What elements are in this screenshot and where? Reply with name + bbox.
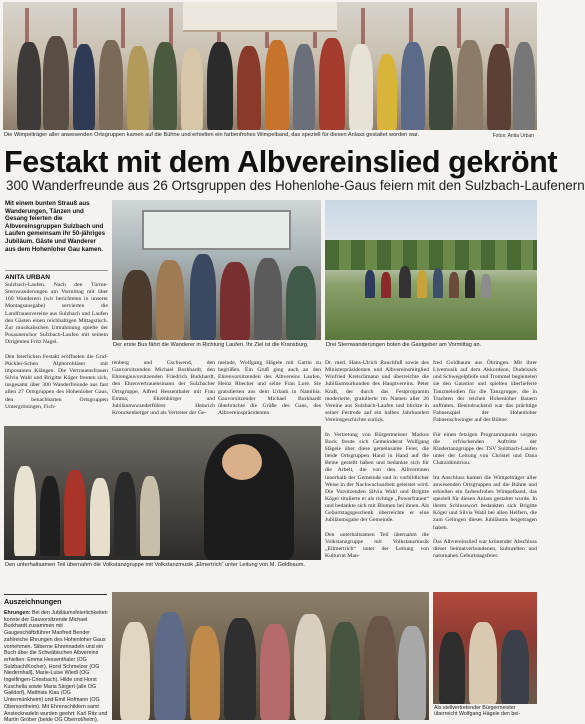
hikers-photo-caption: Drei Sternwanderungen boten die Gastgeber am Vormittag an. (326, 342, 482, 348)
top-photo-caption: Die Wimpelträger aller anwesenden Ortsgruppen kamen auf die Bühne und erhielten ein farbenfrohes Wimpelband, das speziell für diesen Anlass gestaltet worden war. (4, 132, 420, 138)
mayor-photo (433, 592, 537, 704)
bus-window (142, 210, 291, 250)
bus-photo (112, 200, 321, 340)
article-subheadline: 300 Wanderfreunde aus 26 Ortsgruppen des Hohenlohe-Gaus feiern mit den Sulzbach-Laufenern (6, 178, 585, 193)
honors-body: Bei den Jubiläumsfeierlichkeiten konnte der Gauvorsitzende Michael Burkhardt zusammen mit Gaugeschäftsführer Manfred Bender zahlreiche Ehrungen des Hohenloher Gaus vornehmen. Silberne Ehrennadeln und ein Buch über die Schwäbischen Albvereins erhielten: Emma Hessenthaler (OG Sulzbach/Kocher), Horst Schmelzer (OG Niedernhall), Marie-Luise Wiedl (OG Ingelfingen-Criesbach), Hilde und Horst Kuschella sowie Maria Siegert (alle OG Gaildorf), Matthias Klau (OG Untermünkheim) und Emil Hofmann (OG Obersontheim). Mit Ehrenschildern samt Anstecknadeln wurden geehrt: Karl Ritz und Martin Gröber (beide OG Oberrot/heim), (4, 610, 108, 724)
honors-box-title: Auszeichnungen (4, 594, 107, 606)
body-column-2: tenberg und Gschwend, den Gauvorsitzenden Michael Burkhardt, den Ehrengauvorsitzenden Friedrich Burkhardt, den Ehrenvertrauensmann der Sulzbacher Ortsgruppe, Alfred Hessenthaler mit Frau Emma, Ehrenbürger und Jubiläumswanderführer Heinrich Kronckenberger und als Vertreter der Ge- (112, 360, 215, 417)
stage-curtain (183, 2, 337, 32)
photo-credit: Fotos: Anita Urban (492, 133, 534, 139)
hikers-photo (325, 200, 537, 340)
article-lead: Mit einem bunten Strauß aus Wanderungen, Tänzen und Gesang feierten die Albvereinsgruppen Sulzbach und Laufen gemeinsam ihr 50-jähriges Jubiläum. Gäste und Wanderer aus dem Hohenloher Gau kamen. (5, 200, 106, 253)
trees (325, 240, 537, 270)
body-column-1: Sulzbach-Laufen. Nach den Türme-Sternwanderungen am Vormittag mit über 160 Wanderern (wir berichteten in unserer Montagsausgabe) servierten die Landfrauenvereine aus Sulzbach und Laufen den Gästen einen reichhaltigen Mittagstisch. Zur musikalischen Umrahmung spielte der Posaunenchor Sulzbach-Laufen mit seinem Dirigenten Fritz Nagel. Den feierlichen Festakt eröffneten die Graf-Pückler-Schen Alphornbläser mit imposanten Klängen. Die Vertrauensfrauen Silvia Wahl und Brigitte Köger freuten sich, insgesamt über 300 Wanderfreunde aus fast allen 27 Ortsgruppen des Hohenloher Gaus, den benachbarten Ortsgruppen Untergröningen, Fich- (5, 282, 108, 410)
body-column-4: Dr. med. Hans-Ulrich Rauchfuß sowie des Ministerpräsidenten und Albvereinsmitglied Winfried Kretschmann und überreichte die Jubiläumsurkunden des Hauptvereins. Peter Kraft, der durch das Festprogramm moderierte, gratulierte im Namen aller 26 Vereine aus Sulzbach-Laufen und blickte in seiner Festrede auf ein halbes Jahrhundert Vereinsgeschichte zurück. In Vertretung von Bürgermeister Markus Bock freute sich Gemeinderat Wolfgang Hägele über diese gemeinsame Feier, die beide Ortsgruppen Hand in Hand auf die Beine gestellt haben und bedankte sich für die Arbeit, die von den Albvereinen innerhalb der Gemeinde und in vorbildlicher Weise in der Nachwuchsarbeit geleistet wird. Die Vorsitzenden Silvia Wahl und Brigitte Köger titulierte er als richtige „Powerfrauen“ und bedankte sich mit Blumen bei ihnen. Als Geburtstagsgeschenk überreichte er eine Jubiläumsgabe der Gemeinde. Den unterhaltsamen Teil übernahm die Volkstanzgruppe mit Volkstanzmusik „Ellmertrich“ unter der Leitung von Kulturrat Man- (325, 360, 429, 560)
article-headline: Festakt mit dem Albvereinslied gekrönt (4, 145, 558, 179)
top-group-photo (3, 2, 537, 130)
honors-label: Ehrungen: (4, 610, 31, 616)
dance-photo-caption: Den unterhaltsamen Teil übernahm die Volkstanzgruppe mit Volkstanzmusik „Elmertrich“ unter Leitung von M. Goldbaum. (5, 562, 305, 568)
dance-group-photo (4, 426, 321, 560)
body-column-5: fred Goldbaum aus Öhringen. Mit ihrer Livemusik auf dem Akkordeon, Dudelsack und Schwegelpfeife und Trommel begleiteten sie den Gaustior und spielten überlieferte Tanzmelodien für die Tanzgruppe, die in Trachten der reichen Hohenloher Bauern auftraten. Beeindruckend war das prächtige Fahnenspiel der Hohenloher Fahnenschwinger auf der Bühne. Für einen fetzigen Programmpunkt sorgten die erfrischenden Auftritte der Kindertanzgruppe des TSV Sulzbach-Laufen unter der Leitung von Christel und Dana Chatzidimitriou. Im Anschluss kamen die Wimpelträger aller anwesenden Ortsgruppen auf die Bühne und erhielten ein farbenfrohes Wimpelband, das speziell für diesen Anlass gestaltet wurde. In ihrem Schlusswort bedankten sich Brigitte Köger und Silvia Wahl bei allen Helfern, die zum Gelingen dieses Jubiläums beigetragen haben. Das Albvereinslied war krönender Abschluss dieser heimatverbundenen, kulturellen und naturnahen Geburtstagsfeier. (433, 360, 537, 560)
mayor-photo-caption: Als stellvertretender Bürgermeister überreicht Wolfgang Hägele den bei- (434, 705, 521, 718)
honorees-photo (112, 592, 429, 720)
bus-photo-caption: Der erste Bus fährt die Wanderer in Richtung Laufen. Ihr Ziel ist die Kransburg. (113, 342, 309, 348)
honors-box-text (4, 610, 108, 724)
body-column-3: meinde, Wolfgang Hägele mit Gattin zu begrüßen. Ein Gruß ging auch an den Ehrenvorsitzenden des Albvereins Laufen, Heinz Rhecher und seine Frau Lore. Sie gratulierten aus dem Urlaub in Namibia. Gauvorsitzender Michael Burkhardt überbrachte die Grüße des Gaus, des Albvereinspräsidenten (218, 360, 321, 417)
article-author: ANITA URBAN (5, 270, 108, 281)
